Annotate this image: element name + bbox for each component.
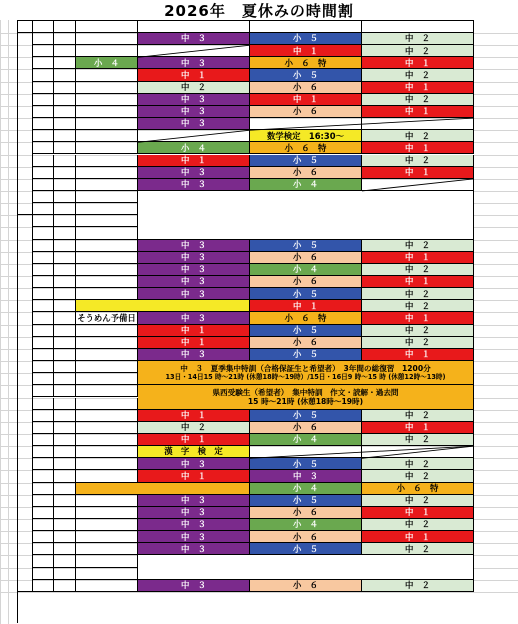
weekday-cell xyxy=(54,264,76,276)
weekday-cell xyxy=(54,69,76,81)
weekday-cell xyxy=(54,167,76,179)
day-cell xyxy=(33,69,54,81)
slot-s3-cell: 小 ６ 特 xyxy=(250,57,362,69)
slot-s2-cell: 中 １ xyxy=(138,434,250,446)
slot-s2-cell: 中 １ xyxy=(138,410,250,422)
header-slot3 xyxy=(250,20,362,33)
slot-s4-cell: 中 １ xyxy=(362,349,474,361)
slot-s4-cell: 中 ２ xyxy=(362,45,474,57)
slot-s2-cell: 中 ３ xyxy=(138,276,250,288)
slot-s1-cell xyxy=(76,410,138,422)
day-cell xyxy=(33,398,54,410)
weekday-cell xyxy=(54,373,76,385)
weekday-cell xyxy=(54,94,76,106)
header-day xyxy=(33,20,54,33)
day-cell xyxy=(33,385,54,397)
slot-s1-cell xyxy=(76,252,138,264)
slot-s4-cell xyxy=(362,446,474,458)
slot-s2-cell: 中 ３ xyxy=(138,531,250,543)
slot-s1-cell xyxy=(76,337,138,349)
slot-s3-cell: 小 ６ xyxy=(250,106,362,118)
slot-s4-cell: 中 ２ xyxy=(362,519,474,531)
day-cell xyxy=(33,349,54,361)
slot-s2-cell: 中 １ xyxy=(138,470,250,482)
slot-s1-cell xyxy=(76,458,138,470)
slot-s1-cell xyxy=(76,507,138,519)
prefecture-line-2: 15 時〜21時 (休憩18時〜19時) xyxy=(247,396,364,406)
slot-s2-cell: 中 １ xyxy=(138,155,250,167)
day-cell xyxy=(33,191,54,203)
weekday-cell xyxy=(54,434,76,446)
day-cell xyxy=(33,361,54,373)
day-cell xyxy=(33,434,54,446)
slot-s1-cell xyxy=(76,555,138,567)
slot-s2-cell: 中 ３ xyxy=(138,495,250,507)
slot-s4-cell: 中 ２ xyxy=(362,495,474,507)
day-cell xyxy=(33,155,54,167)
day-cell xyxy=(33,458,54,470)
slot-s4-cell: 中 ２ xyxy=(362,264,474,276)
slot-s3-cell: 小 ５ xyxy=(250,543,362,555)
day-cell xyxy=(33,179,54,191)
slot-s3-cell: 小 ６ xyxy=(250,507,362,519)
slot-s4-cell: 中 １ xyxy=(362,82,474,94)
weekday-cell xyxy=(54,106,76,118)
slot-s3-cell: 小 ６ 特 xyxy=(250,142,362,154)
slot-s1-cell xyxy=(76,191,138,203)
slot-s3-cell: 小 ５ xyxy=(250,240,362,252)
slot-s4-cell: 中 ２ xyxy=(362,240,474,252)
slot-s4-cell: 中 １ xyxy=(362,167,474,179)
slot-s3-cell: 小 ４ xyxy=(250,434,362,446)
day-cell xyxy=(33,276,54,288)
slot-s2-cell: 漢 字 検 定 xyxy=(138,446,250,458)
day-cell xyxy=(33,264,54,276)
intensive-line-2: 13日・14日15 時〜21時 (休憩18時〜19時）/15日・16日9 時〜15 時 (休憩12時〜13時) xyxy=(165,372,446,381)
slot-s1-cell xyxy=(76,422,138,434)
slot-s3-cell: 小 ５ xyxy=(250,495,362,507)
header-slot4 xyxy=(362,20,474,33)
weekday-cell xyxy=(54,422,76,434)
day-cell xyxy=(33,94,54,106)
slot-s2-cell: 中 ３ xyxy=(138,519,250,531)
day-cell xyxy=(33,118,54,130)
slot-s3-cell: 数学検定 16:30〜 xyxy=(250,130,362,142)
weekday-cell xyxy=(54,142,76,154)
day-cell xyxy=(33,215,54,227)
slot-s1-cell xyxy=(76,106,138,118)
slot-s1-cell xyxy=(76,398,138,410)
weekday-cell xyxy=(54,361,76,373)
slot-s3-cell: 小 ４ xyxy=(250,483,362,495)
slot-s4-cell: 中 ２ xyxy=(362,325,474,337)
slot-s4-cell: 中 ２ xyxy=(362,470,474,482)
weekday-cell xyxy=(54,531,76,543)
slot-s4-cell xyxy=(362,179,474,191)
weekday-cell xyxy=(54,568,76,580)
weekday-cell xyxy=(54,446,76,458)
slot-s4-cell: 小 ６ 特 xyxy=(362,483,474,495)
day-cell xyxy=(33,325,54,337)
slot-s1-cell xyxy=(76,325,138,337)
day-cell xyxy=(33,45,54,57)
slot-s4-cell: 中 １ xyxy=(362,312,474,324)
day-cell xyxy=(33,106,54,118)
slot-s3-cell: 小 ５ xyxy=(250,33,362,45)
slot-s1-cell xyxy=(76,470,138,482)
slot-s1-cell xyxy=(76,446,138,458)
prefecture-line-1: 県西受験生（希望者） 集中特訓 作文・読解・過去問 xyxy=(212,387,399,397)
slot-s2-cell: 中 ３ xyxy=(138,252,250,264)
prefecture-block xyxy=(138,385,474,409)
slot-s1-cell xyxy=(76,580,138,592)
month-cell xyxy=(17,33,33,215)
slot-s4-cell: 中 １ xyxy=(362,142,474,154)
slot-s3-cell: 小 ６ xyxy=(250,580,362,592)
intensive-block xyxy=(138,361,474,385)
slot-s3-cell: 小 ４ xyxy=(250,519,362,531)
somen-event xyxy=(76,300,250,312)
day-cell xyxy=(33,288,54,300)
slot-s2-cell: 小 ４ xyxy=(138,142,250,154)
weekday-cell xyxy=(54,507,76,519)
weekday-cell xyxy=(54,300,76,312)
day-cell xyxy=(33,312,54,324)
month-cell xyxy=(17,215,33,592)
weekday-cell xyxy=(54,203,76,215)
slot-s2-cell: 中 ３ xyxy=(138,57,250,69)
weekday-cell xyxy=(54,130,76,142)
day-cell xyxy=(33,446,54,458)
slot-s2-cell: 中 １ xyxy=(138,325,250,337)
slot-s1-cell xyxy=(76,69,138,81)
day-cell xyxy=(33,142,54,154)
slot-s1-cell xyxy=(76,167,138,179)
slot-s1-cell xyxy=(76,142,138,154)
day-cell xyxy=(33,410,54,422)
slot-s3-cell: 小 ５ xyxy=(250,410,362,422)
slot-s3-cell xyxy=(250,118,362,130)
slot-s4-cell: 中 ２ xyxy=(362,69,474,81)
day-cell xyxy=(33,203,54,215)
slot-s3-cell: 中 １ xyxy=(250,300,362,312)
weekday-cell xyxy=(54,82,76,94)
slot-s4-cell: 中 ２ xyxy=(362,155,474,167)
weekday-cell xyxy=(54,495,76,507)
slot-s1-cell xyxy=(76,434,138,446)
slot-s2-cell: 中 ３ xyxy=(138,507,250,519)
slot-s3-cell: 小 ４ xyxy=(250,264,362,276)
slot-s4-cell: 中 １ xyxy=(362,106,474,118)
slot-s4-cell: 中 １ xyxy=(362,252,474,264)
slot-s1-cell: 小 ４ xyxy=(76,57,138,69)
weekday-cell xyxy=(54,179,76,191)
slot-s3-cell: 小 ５ xyxy=(250,69,362,81)
slot-s3-cell: 中 ３ xyxy=(250,470,362,482)
day-cell xyxy=(33,337,54,349)
slot-s3-cell: 小 ５ xyxy=(250,325,362,337)
slot-s1-cell xyxy=(76,385,138,397)
weekday-cell xyxy=(54,470,76,482)
slot-s1-cell xyxy=(76,82,138,94)
weekday-cell xyxy=(54,519,76,531)
slot-s2-cell: 中 ３ xyxy=(138,580,250,592)
slot-s2-cell: 中 ３ xyxy=(138,288,250,300)
slot-s2-cell: 中 ３ xyxy=(138,312,250,324)
slot-s4-cell: 中 ２ xyxy=(362,434,474,446)
slot-s3-cell: 小 ５ xyxy=(250,155,362,167)
slot-s1-cell xyxy=(76,495,138,507)
slot-s4-cell: 中 ２ xyxy=(362,94,474,106)
page-title: 2026年 夏休みの時間割 xyxy=(164,2,354,20)
slot-s4-cell: 中 ２ xyxy=(362,458,474,470)
slot-s1-cell xyxy=(76,531,138,543)
day-cell xyxy=(33,422,54,434)
header-slot5 xyxy=(474,20,518,33)
slot-s4-cell: 中 １ xyxy=(362,422,474,434)
slot-s2-cell: 中 ３ xyxy=(138,264,250,276)
day-cell xyxy=(33,82,54,94)
slot-s1-cell xyxy=(76,227,138,239)
weekday-cell xyxy=(54,240,76,252)
day-cell xyxy=(33,507,54,519)
slot-s4-cell: 中 ２ xyxy=(362,543,474,555)
slot-s4-cell: 中 ２ xyxy=(362,33,474,45)
weekday-cell xyxy=(54,155,76,167)
holiday-block xyxy=(138,191,474,240)
day-cell xyxy=(33,580,54,592)
slot-s2-cell: 中 ３ xyxy=(138,118,250,130)
slot-s2-cell: 中 ３ xyxy=(138,179,250,191)
slot-s2-cell: 中 ３ xyxy=(138,167,250,179)
slot-s1-cell xyxy=(76,130,138,142)
slot-s4-cell: 中 ２ xyxy=(362,410,474,422)
slot-s1-cell xyxy=(76,155,138,167)
slot-s3-cell xyxy=(250,446,362,458)
slot-s2-cell: 中 ２ xyxy=(138,82,250,94)
slot-s1-cell xyxy=(76,349,138,361)
weekday-cell xyxy=(54,543,76,555)
slot-s3-cell: 小 ６ xyxy=(250,422,362,434)
day-cell xyxy=(33,130,54,142)
slot-s1-cell xyxy=(76,568,138,580)
weekday-cell xyxy=(54,312,76,324)
slot-s1-cell xyxy=(76,519,138,531)
weekday-cell xyxy=(54,385,76,397)
weekday-cell xyxy=(54,410,76,422)
slot-s3-cell: 小 ６ xyxy=(250,337,362,349)
slot-s2-cell: 中 ３ xyxy=(138,543,250,555)
slot-s2-cell: 中 ３ xyxy=(138,349,250,361)
header-weekday xyxy=(54,20,76,33)
slot-s3-cell: 小 ６ xyxy=(250,167,362,179)
header-slot2 xyxy=(138,20,250,33)
slot-s1-cell xyxy=(76,179,138,191)
slot-s2-cell: 中 ３ xyxy=(138,94,250,106)
slot-s4-cell: 中 ２ xyxy=(362,337,474,349)
slot-s3-cell: 小 ６ xyxy=(250,531,362,543)
weekday-cell xyxy=(54,483,76,495)
header-slot1 xyxy=(76,20,138,33)
slot-s4-cell: 中 ２ xyxy=(362,300,474,312)
slot-s1-cell xyxy=(76,94,138,106)
slot-s2-cell xyxy=(138,130,250,142)
slot-s2-cell: 中 ３ xyxy=(138,458,250,470)
slot-s4-cell xyxy=(362,118,474,130)
day-cell xyxy=(33,531,54,543)
header-month xyxy=(17,20,33,33)
slot-s4-cell: 中 １ xyxy=(362,276,474,288)
slot-s2-cell: 中 ３ xyxy=(138,106,250,118)
day-cell xyxy=(33,252,54,264)
day-cell xyxy=(33,227,54,239)
day-cell xyxy=(33,568,54,580)
slot-s3-cell: 小 ６ xyxy=(250,252,362,264)
day-cell xyxy=(33,495,54,507)
day-cell xyxy=(33,57,54,69)
slot-s2-cell: 中 ２ xyxy=(138,422,250,434)
weekday-cell xyxy=(54,227,76,239)
weekday-cell xyxy=(54,191,76,203)
slot-s1-cell xyxy=(76,276,138,288)
slot-s2-cell: 中 １ xyxy=(138,337,250,349)
weekday-cell xyxy=(54,276,76,288)
weekday-cell xyxy=(54,458,76,470)
slot-s1-cell xyxy=(76,543,138,555)
mock-exam-event xyxy=(76,483,250,495)
weekday-cell xyxy=(54,33,76,45)
extra-note xyxy=(474,57,518,69)
slot-s1-cell xyxy=(76,361,138,373)
slot-s1-cell xyxy=(76,203,138,215)
slot-s4-cell: 中 ２ xyxy=(362,130,474,142)
weekday-cell xyxy=(54,349,76,361)
weekday-cell xyxy=(54,580,76,592)
slot-s4-cell: 中 １ xyxy=(362,507,474,519)
slot-s1-cell xyxy=(76,288,138,300)
weekday-cell xyxy=(54,337,76,349)
slot-s2-cell: 中 １ xyxy=(138,69,250,81)
weekday-cell xyxy=(54,45,76,57)
weekday-cell xyxy=(54,398,76,410)
day-cell xyxy=(33,555,54,567)
day-cell xyxy=(33,167,54,179)
slot-s3-cell: 小 ５ xyxy=(250,458,362,470)
extra-note xyxy=(474,33,518,45)
slot-s1-cell xyxy=(76,118,138,130)
slot-s3-cell: 小 ６ 特 xyxy=(250,312,362,324)
intensive-line-1: 中 ３ 夏季集中特訓（合格保証生と希望者） 3年間の総復習 1200分 xyxy=(180,363,431,373)
day-cell xyxy=(33,543,54,555)
day-cell xyxy=(33,519,54,531)
slot-s3-cell: 中 １ xyxy=(250,45,362,57)
slot-s3-cell: 小 ４ xyxy=(250,179,362,191)
slot-s4-cell: 中 ２ xyxy=(362,288,474,300)
weekday-cell xyxy=(54,325,76,337)
day-cell xyxy=(33,300,54,312)
slot-s3-cell: 小 ６ xyxy=(250,82,362,94)
weekday-cell xyxy=(54,215,76,227)
weekday-cell xyxy=(54,252,76,264)
slot-s1-cell xyxy=(76,215,138,227)
slot-s3-cell: 小 ５ xyxy=(250,288,362,300)
holiday-block-late xyxy=(138,555,474,579)
day-cell xyxy=(33,470,54,482)
day-cell xyxy=(33,240,54,252)
weekday-cell xyxy=(54,118,76,130)
slot-s2-cell xyxy=(138,45,250,57)
slot-s2-cell: 中 ３ xyxy=(138,240,250,252)
slot-s4-cell: 中 １ xyxy=(362,57,474,69)
weekday-cell xyxy=(54,555,76,567)
slot-s4-cell: 中 １ xyxy=(362,531,474,543)
day-cell xyxy=(33,483,54,495)
slot-s4-cell: 中 ２ xyxy=(362,580,474,592)
slot-s3-cell: 小 ６ xyxy=(250,276,362,288)
day-cell xyxy=(33,33,54,45)
slot-s1-cell xyxy=(76,373,138,385)
slot-s3-cell: 小 ５ xyxy=(250,349,362,361)
slot-s1-cell: そうめん予備日 xyxy=(76,312,138,324)
slot-s3-cell: 中 １ xyxy=(250,94,362,106)
weekday-cell xyxy=(54,57,76,69)
day-cell xyxy=(33,373,54,385)
slot-s1-cell xyxy=(76,33,138,45)
slot-s1-cell xyxy=(76,45,138,57)
slot-s2-cell: 中 ３ xyxy=(138,33,250,45)
slot-s1-cell xyxy=(76,264,138,276)
weekday-cell xyxy=(54,288,76,300)
slot-s1-cell xyxy=(76,240,138,252)
